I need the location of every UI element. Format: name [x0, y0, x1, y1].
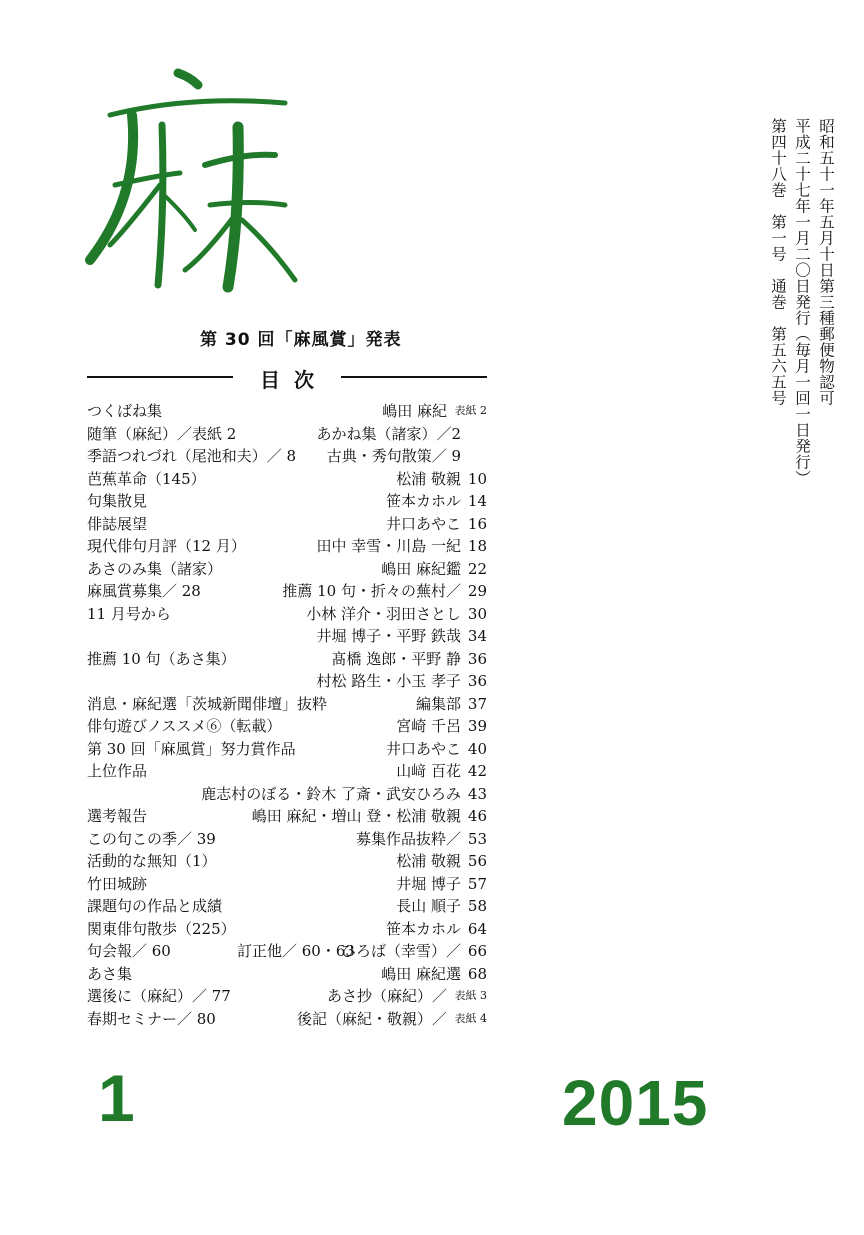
toc-title: 消息・麻紀選「茨城新聞俳壇」抜粋 [87, 694, 328, 713]
toc-page: 40 [467, 739, 487, 758]
toc-title: 竹田城跡 [87, 874, 148, 893]
toc-row [87, 1008, 487, 1031]
toc-title: 課題句の作品と成績 [87, 897, 223, 915]
toc-author: 後記（麻紀・敬親）／ [296, 1009, 447, 1028]
toc-row [87, 918, 487, 941]
toc-author: 松浦 敬親 [396, 852, 461, 870]
magazine-logo [70, 55, 305, 295]
toc-row [87, 670, 487, 693]
toc-page: 34 [467, 627, 487, 645]
heading-rule-left [87, 376, 233, 378]
toc-author: 嶋田 麻紀・増山 登・松浦 敬親 [251, 807, 461, 825]
toc-page: 57 [467, 874, 487, 893]
feature-title: 第 30 回「麻風賞」発表 [200, 330, 402, 350]
toc-author: 古典・秀句散策／ 9 [326, 447, 461, 465]
toc-page: 66 [467, 942, 487, 960]
toc-page: 39 [467, 717, 487, 735]
toc-author: 推薦 10 句・折々の蕪村／ [282, 582, 461, 600]
toc-author: 笹本カホル [385, 492, 461, 510]
issue-number: 1 [98, 1061, 135, 1135]
toc-author: 募集作品抜粋／ [355, 829, 461, 848]
toc-heading-text: 目次 [260, 368, 328, 392]
toc-row [87, 828, 487, 851]
toc-row [87, 805, 487, 828]
toc-author: 嶋田 麻紀 [382, 402, 447, 420]
toc-author: 長山 順子 [396, 897, 461, 915]
toc-heading [87, 366, 487, 392]
toc-row [87, 895, 487, 918]
toc-title: つくばね集 [87, 402, 163, 420]
toc-page: 表紙 2 [454, 404, 487, 417]
toc-page: 29 [467, 582, 487, 600]
toc-page: 36 [467, 672, 487, 690]
toc-row [87, 513, 487, 536]
toc-row [87, 423, 487, 446]
toc-row [87, 558, 487, 581]
toc-title: 句集散見 [87, 492, 148, 510]
toc-author: 山﨑 百花 [396, 762, 461, 780]
toc-row [87, 850, 487, 873]
toc-row [87, 625, 487, 648]
toc-page: 表紙 3 [454, 989, 487, 1002]
toc-row [87, 963, 487, 986]
toc-title: 推薦 10 句（あさ集） [87, 649, 236, 668]
toc-page: 64 [467, 919, 487, 938]
toc-page: 46 [467, 807, 487, 825]
heading-rule-right [341, 376, 487, 378]
toc-page: 16 [467, 514, 487, 533]
logo-calligraphy [70, 55, 305, 295]
toc-author: 笹本カホル [385, 919, 461, 938]
toc-page: 30 [467, 604, 487, 623]
toc-page: 14 [467, 492, 487, 510]
toc-row [87, 715, 487, 738]
toc-page: 53 [467, 829, 487, 848]
toc-title: 俳誌展望 [87, 514, 148, 533]
toc-row [87, 693, 487, 716]
toc-author: 井堀 博子・平野 鉄哉 [316, 627, 461, 645]
toc-author: 井堀 博子 [396, 874, 461, 893]
toc-row [87, 445, 487, 468]
toc-page: 18 [467, 537, 487, 555]
toc-title: 随筆（麻紀）／表紙 2 [87, 424, 237, 443]
toc-author: あかね集（諸家）／2 [316, 424, 461, 443]
toc-title: 関東俳句散歩（225） [87, 919, 236, 938]
toc-author: 髙橋 逸郎・平野 静 [331, 649, 461, 668]
toc-author: ひろば（幸雪）／ [340, 942, 461, 960]
toc-author: 松浦 敬親 [396, 469, 461, 488]
toc-title: 選考報告 [87, 807, 148, 825]
toc-title: 活動的な無知（1） [87, 852, 217, 870]
toc-page: 68 [467, 964, 487, 983]
toc-title: 現代俳句月評（12 月） [87, 537, 246, 555]
toc-title: 選後に（麻紀）／ 77 [87, 987, 231, 1005]
toc-title: 上位作品 [87, 762, 148, 780]
toc-author: 嶋田 麻紀選 [381, 964, 461, 983]
toc-author: 村松 路生・小玉 孝子 [316, 672, 461, 690]
toc-row [87, 940, 487, 963]
toc-title: 季語つれづれ（尾池和夫）／ 8 [87, 447, 297, 465]
toc-title: この句この季／ 39 [87, 829, 216, 848]
toc-page: 43 [467, 784, 487, 803]
toc-row [87, 738, 487, 761]
toc-title: 11 月号から [87, 604, 171, 623]
toc-page: 22 [467, 559, 487, 578]
toc-title: 第 30 回「麻風賞」努力賞作品 [87, 739, 296, 758]
toc-row [87, 490, 487, 513]
toc-title: あさのみ集（諸家） [87, 559, 223, 578]
toc-row [87, 985, 487, 1008]
toc-author: 嶋田 麻紀鑑 [381, 559, 461, 578]
toc-row [87, 603, 487, 626]
toc-author: 井口あやこ [385, 739, 461, 758]
publication-info-2: 平成二十七年一月二〇日発行（毎月一回一日発行） [793, 118, 811, 486]
toc-page: 42 [467, 762, 487, 780]
toc-author: あさ抄（麻紀）／ [326, 987, 447, 1005]
toc-author: 井口あやこ [385, 514, 461, 533]
publication-info-1: 昭和五十一年五月十日第三種郵便物認可 [817, 118, 835, 406]
toc-author: 鹿志村のぼる・鈴木 了斎・武安ひろみ [201, 784, 461, 803]
toc-mid: 訂正他／ 60・63 [237, 942, 355, 960]
issue-year: 2015 [562, 1067, 709, 1139]
toc-page: 37 [467, 694, 487, 713]
toc-author: 編集部 [415, 694, 461, 713]
toc-title: 麻風賞募集／ 28 [87, 582, 201, 600]
toc-page: 58 [467, 897, 487, 915]
toc-row [87, 873, 487, 896]
toc-row [87, 648, 487, 671]
toc-title: 芭蕉革命（145） [87, 469, 206, 488]
toc-row [87, 400, 487, 423]
toc-row [87, 468, 487, 491]
toc-page: 10 [467, 469, 487, 488]
toc-title: 句会報／ 60 [87, 942, 171, 960]
toc-title: あさ集 [87, 964, 133, 983]
toc-row [87, 535, 487, 558]
toc-author: 小林 洋介・羽田さとし [306, 604, 461, 623]
toc-row [87, 783, 487, 806]
toc-row [87, 580, 487, 603]
publication-info-3: 第四十八巻 第一号 通巻 第五六五号 [769, 118, 787, 406]
toc-page: 56 [467, 852, 487, 870]
toc-title: 俳句遊びノススメ⑥（転載） [87, 717, 282, 735]
toc-row [87, 760, 487, 783]
toc-author: 田中 幸雪・川島 一紀 [316, 537, 461, 555]
toc-page: 表紙 4 [454, 1011, 487, 1025]
table-of-contents [87, 400, 487, 1030]
toc-title: 春期セミナー／ 80 [87, 1009, 216, 1028]
toc-page: 36 [467, 649, 487, 668]
toc-author: 宮崎 千呂 [396, 717, 461, 735]
